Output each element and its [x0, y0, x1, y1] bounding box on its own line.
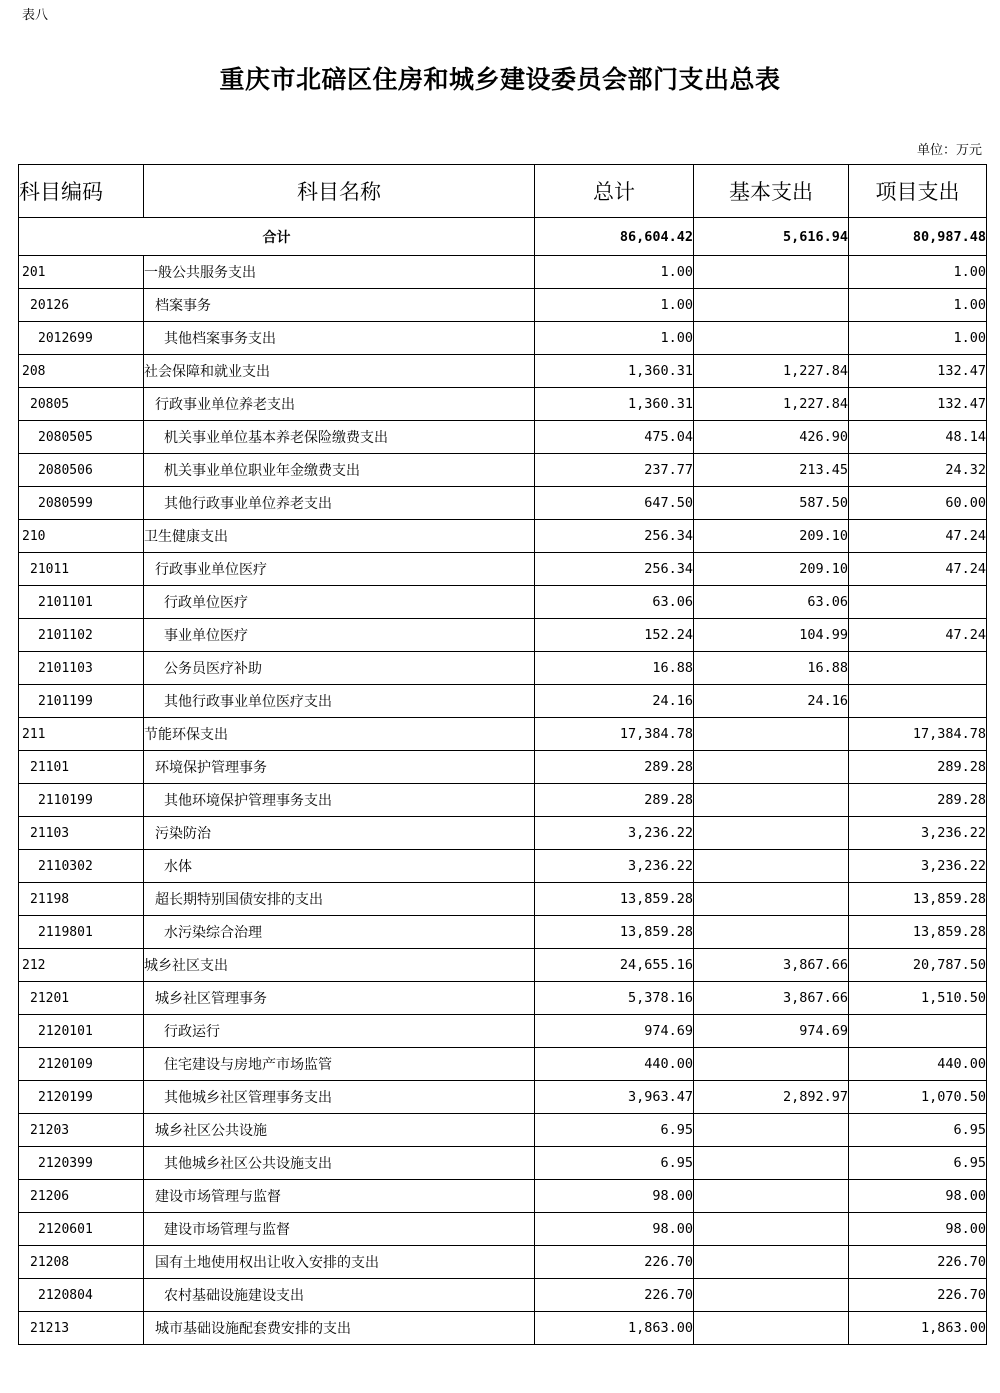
- cell-basic: 3,867.66: [694, 982, 849, 1015]
- table-row: [19, 916, 987, 949]
- cell-code: 201: [19, 256, 144, 289]
- cell-name: 其他环境保护管理事务支出: [144, 784, 535, 817]
- cell-code: 2110199: [19, 784, 144, 817]
- cell-total: 647.50: [535, 487, 694, 520]
- cell-project: [849, 586, 987, 619]
- summary-total: 86,604.42: [535, 218, 694, 256]
- cell-total: 3,963.47: [535, 1081, 694, 1114]
- cell-project: 289.28: [849, 751, 987, 784]
- cell-project: 98.00: [849, 1180, 987, 1213]
- cell-project: 289.28: [849, 784, 987, 817]
- cell-total: 226.70: [535, 1246, 694, 1279]
- cell-code: 21101: [19, 751, 144, 784]
- table-row: [19, 1048, 987, 1081]
- cell-project: 47.24: [849, 553, 987, 586]
- cell-name: 其他行政事业单位医疗支出: [144, 685, 535, 718]
- table-row: [19, 1147, 987, 1180]
- cell-total: 6.95: [535, 1147, 694, 1180]
- cell-project: 3,236.22: [849, 850, 987, 883]
- cell-project: 1.00: [849, 256, 987, 289]
- cell-basic: [694, 1279, 849, 1312]
- cell-name: 一般公共服务支出: [144, 256, 535, 289]
- cell-name: 建设市场管理与监督: [144, 1213, 535, 1246]
- cell-code: 21103: [19, 817, 144, 850]
- cell-name: 农村基础设施建设支出: [144, 1279, 535, 1312]
- cell-basic: [694, 850, 849, 883]
- cell-name: 环境保护管理事务: [144, 751, 535, 784]
- cell-project: 1,510.50: [849, 982, 987, 1015]
- cell-project: 60.00: [849, 487, 987, 520]
- cell-total: 5,378.16: [535, 982, 694, 1015]
- table-header-row: [19, 165, 987, 218]
- table-row: [19, 520, 987, 553]
- cell-total: 237.77: [535, 454, 694, 487]
- cell-total: 226.70: [535, 1279, 694, 1312]
- summary-label: 合计: [19, 218, 535, 256]
- cell-basic: [694, 1147, 849, 1180]
- table-row: [19, 256, 987, 289]
- cell-project: 3,236.22: [849, 817, 987, 850]
- cell-code: 2110302: [19, 850, 144, 883]
- cell-project: 48.14: [849, 421, 987, 454]
- cell-basic: [694, 784, 849, 817]
- cell-basic: 63.06: [694, 586, 849, 619]
- cell-code: 212: [19, 949, 144, 982]
- cell-basic: [694, 289, 849, 322]
- cell-total: 98.00: [535, 1180, 694, 1213]
- cell-project: 47.24: [849, 520, 987, 553]
- table-row: [19, 1114, 987, 1147]
- cell-basic: [694, 916, 849, 949]
- table-row: [19, 1279, 987, 1312]
- cell-basic: [694, 1180, 849, 1213]
- cell-code: 2101103: [19, 652, 144, 685]
- cell-total: 1,360.31: [535, 355, 694, 388]
- cell-name: 国有土地使用权出让收入安排的支出: [144, 1246, 535, 1279]
- column-header-name: 科目名称: [144, 165, 535, 218]
- cell-basic: [694, 1246, 849, 1279]
- cell-code: 2120109: [19, 1048, 144, 1081]
- cell-code: 2119801: [19, 916, 144, 949]
- cell-code: 211: [19, 718, 144, 751]
- cell-basic: [694, 256, 849, 289]
- cell-name: 城乡社区公共设施: [144, 1114, 535, 1147]
- cell-project: 1.00: [849, 289, 987, 322]
- cell-project: 440.00: [849, 1048, 987, 1081]
- cell-project: 47.24: [849, 619, 987, 652]
- cell-total: 24.16: [535, 685, 694, 718]
- table-row: [19, 1180, 987, 1213]
- cell-name: 水体: [144, 850, 535, 883]
- cell-name: 城乡社区管理事务: [144, 982, 535, 1015]
- table-row: [19, 1246, 987, 1279]
- cell-basic: 213.45: [694, 454, 849, 487]
- table-row: [19, 1312, 987, 1345]
- cell-total: 13,859.28: [535, 916, 694, 949]
- table-row: [19, 586, 987, 619]
- cell-code: 208: [19, 355, 144, 388]
- cell-total: 6.95: [535, 1114, 694, 1147]
- cell-name: 档案事务: [144, 289, 535, 322]
- cell-name: 其他城乡社区管理事务支出: [144, 1081, 535, 1114]
- cell-code: 2120199: [19, 1081, 144, 1114]
- cell-name: 行政事业单位医疗: [144, 553, 535, 586]
- cell-project: [849, 652, 987, 685]
- cell-code: 2080599: [19, 487, 144, 520]
- cell-code: 21011: [19, 553, 144, 586]
- cell-basic: [694, 322, 849, 355]
- cell-project: 13,859.28: [849, 883, 987, 916]
- cell-code: 2120804: [19, 1279, 144, 1312]
- cell-name: 水污染综合治理: [144, 916, 535, 949]
- summary-project: 80,987.48: [849, 218, 987, 256]
- cell-code: 21203: [19, 1114, 144, 1147]
- summary-basic: 5,616.94: [694, 218, 849, 256]
- cell-code: 21201: [19, 982, 144, 1015]
- cell-basic: [694, 1213, 849, 1246]
- cell-total: 16.88: [535, 652, 694, 685]
- cell-name: 行政运行: [144, 1015, 535, 1048]
- cell-code: 21206: [19, 1180, 144, 1213]
- table-row: [19, 1081, 987, 1114]
- unit-label: 单位：万元: [916, 143, 982, 158]
- cell-total: 152.24: [535, 619, 694, 652]
- column-header-code: 科目编码: [19, 165, 144, 218]
- cell-total: 256.34: [535, 520, 694, 553]
- cell-code: 2101199: [19, 685, 144, 718]
- cell-basic: 2,892.97: [694, 1081, 849, 1114]
- cell-name: 污染防治: [144, 817, 535, 850]
- cell-basic: 1,227.84: [694, 355, 849, 388]
- table-row: [19, 454, 987, 487]
- cell-code: 21208: [19, 1246, 144, 1279]
- table-row: [19, 1015, 987, 1048]
- cell-project: 6.95: [849, 1114, 987, 1147]
- cell-code: 2120399: [19, 1147, 144, 1180]
- cell-total: 289.28: [535, 784, 694, 817]
- cell-name: 机关事业单位基本养老保险缴费支出: [144, 421, 535, 454]
- cell-code: 2012699: [19, 322, 144, 355]
- cell-name: 建设市场管理与监督: [144, 1180, 535, 1213]
- cell-project: 226.70: [849, 1246, 987, 1279]
- cell-code: 210: [19, 520, 144, 553]
- table-row: [19, 784, 987, 817]
- column-header-basic: 基本支出: [694, 165, 849, 218]
- cell-total: 24,655.16: [535, 949, 694, 982]
- cell-basic: [694, 718, 849, 751]
- cell-basic: [694, 1312, 849, 1345]
- cell-name: 其他行政事业单位养老支出: [144, 487, 535, 520]
- cell-code: 2101102: [19, 619, 144, 652]
- cell-project: 17,384.78: [849, 718, 987, 751]
- cell-code: 2080506: [19, 454, 144, 487]
- table-row: [19, 685, 987, 718]
- table-row: [19, 751, 987, 784]
- cell-total: 3,236.22: [535, 817, 694, 850]
- cell-basic: 16.88: [694, 652, 849, 685]
- cell-total: 974.69: [535, 1015, 694, 1048]
- cell-name: 节能环保支出: [144, 718, 535, 751]
- table-row: [19, 652, 987, 685]
- cell-code: 21198: [19, 883, 144, 916]
- cell-total: 256.34: [535, 553, 694, 586]
- cell-project: 6.95: [849, 1147, 987, 1180]
- cell-basic: 24.16: [694, 685, 849, 718]
- column-header-total: 总计: [535, 165, 694, 218]
- table-row: [19, 355, 987, 388]
- cell-total: 1.00: [535, 289, 694, 322]
- cell-basic: [694, 1114, 849, 1147]
- table-row: [19, 1213, 987, 1246]
- cell-code: 20126: [19, 289, 144, 322]
- cell-project: 132.47: [849, 355, 987, 388]
- cell-total: 3,236.22: [535, 850, 694, 883]
- table-row: [19, 883, 987, 916]
- cell-name: 事业单位医疗: [144, 619, 535, 652]
- cell-name: 超长期特别国债安排的支出: [144, 883, 535, 916]
- cell-name: 社会保障和就业支出: [144, 355, 535, 388]
- cell-total: 1,360.31: [535, 388, 694, 421]
- table-row: [19, 949, 987, 982]
- cell-basic: 3,867.66: [694, 949, 849, 982]
- cell-name: 其他档案事务支出: [144, 322, 535, 355]
- cell-total: 289.28: [535, 751, 694, 784]
- cell-total: 1.00: [535, 322, 694, 355]
- summary-row: [19, 218, 987, 256]
- cell-total: 1,863.00: [535, 1312, 694, 1345]
- table-row: [19, 817, 987, 850]
- cell-total: 475.04: [535, 421, 694, 454]
- cell-name: 行政事业单位养老支出: [144, 388, 535, 421]
- table-row: [19, 388, 987, 421]
- cell-code: 20805: [19, 388, 144, 421]
- page-title: 重庆市北碚区住房和城乡建设委员会部门支出总表: [219, 65, 781, 94]
- column-header-project: 项目支出: [849, 165, 987, 218]
- cell-total: 1.00: [535, 256, 694, 289]
- cell-project: 1.00: [849, 322, 987, 355]
- cell-name: 机关事业单位职业年金缴费支出: [144, 454, 535, 487]
- cell-name: 其他城乡社区公共设施支出: [144, 1147, 535, 1180]
- cell-total: 98.00: [535, 1213, 694, 1246]
- cell-name: 卫生健康支出: [144, 520, 535, 553]
- cell-total: 13,859.28: [535, 883, 694, 916]
- cell-name: 行政单位医疗: [144, 586, 535, 619]
- cell-basic: [694, 817, 849, 850]
- cell-project: 98.00: [849, 1213, 987, 1246]
- cell-basic: 1,227.84: [694, 388, 849, 421]
- cell-total: 17,384.78: [535, 718, 694, 751]
- expenditure-table: [18, 164, 987, 1345]
- table-row: [19, 322, 987, 355]
- cell-basic: 426.90: [694, 421, 849, 454]
- table-row: [19, 421, 987, 454]
- cell-project: 1,863.00: [849, 1312, 987, 1345]
- cell-name: 城市基础设施配套费安排的支出: [144, 1312, 535, 1345]
- cell-project: [849, 1015, 987, 1048]
- table-row: [19, 487, 987, 520]
- cell-name: 住宅建设与房地产市场监管: [144, 1048, 535, 1081]
- cell-basic: 587.50: [694, 487, 849, 520]
- cell-basic: [694, 883, 849, 916]
- cell-basic: 104.99: [694, 619, 849, 652]
- cell-code: 2120601: [19, 1213, 144, 1246]
- cell-name: 公务员医疗补助: [144, 652, 535, 685]
- table-row: [19, 553, 987, 586]
- cell-basic: 209.10: [694, 520, 849, 553]
- table-row: [19, 289, 987, 322]
- cell-basic: [694, 751, 849, 784]
- cell-project: 13,859.28: [849, 916, 987, 949]
- cell-project: 1,070.50: [849, 1081, 987, 1114]
- cell-code: 2101101: [19, 586, 144, 619]
- cell-total: 63.06: [535, 586, 694, 619]
- cell-basic: 209.10: [694, 553, 849, 586]
- cell-project: [849, 685, 987, 718]
- cell-code: 2120101: [19, 1015, 144, 1048]
- cell-project: 132.47: [849, 388, 987, 421]
- cell-code: 2080505: [19, 421, 144, 454]
- cell-basic: 974.69: [694, 1015, 849, 1048]
- table-row: [19, 619, 987, 652]
- cell-total: 440.00: [535, 1048, 694, 1081]
- cell-project: 226.70: [849, 1279, 987, 1312]
- table-row: [19, 850, 987, 883]
- cell-name: 城乡社区支出: [144, 949, 535, 982]
- cell-code: 21213: [19, 1312, 144, 1345]
- table-row: [19, 718, 987, 751]
- table-row: [19, 982, 987, 1015]
- table-number-label: 表八: [22, 8, 49, 23]
- cell-project: 24.32: [849, 454, 987, 487]
- cell-project: 20,787.50: [849, 949, 987, 982]
- cell-basic: [694, 1048, 849, 1081]
